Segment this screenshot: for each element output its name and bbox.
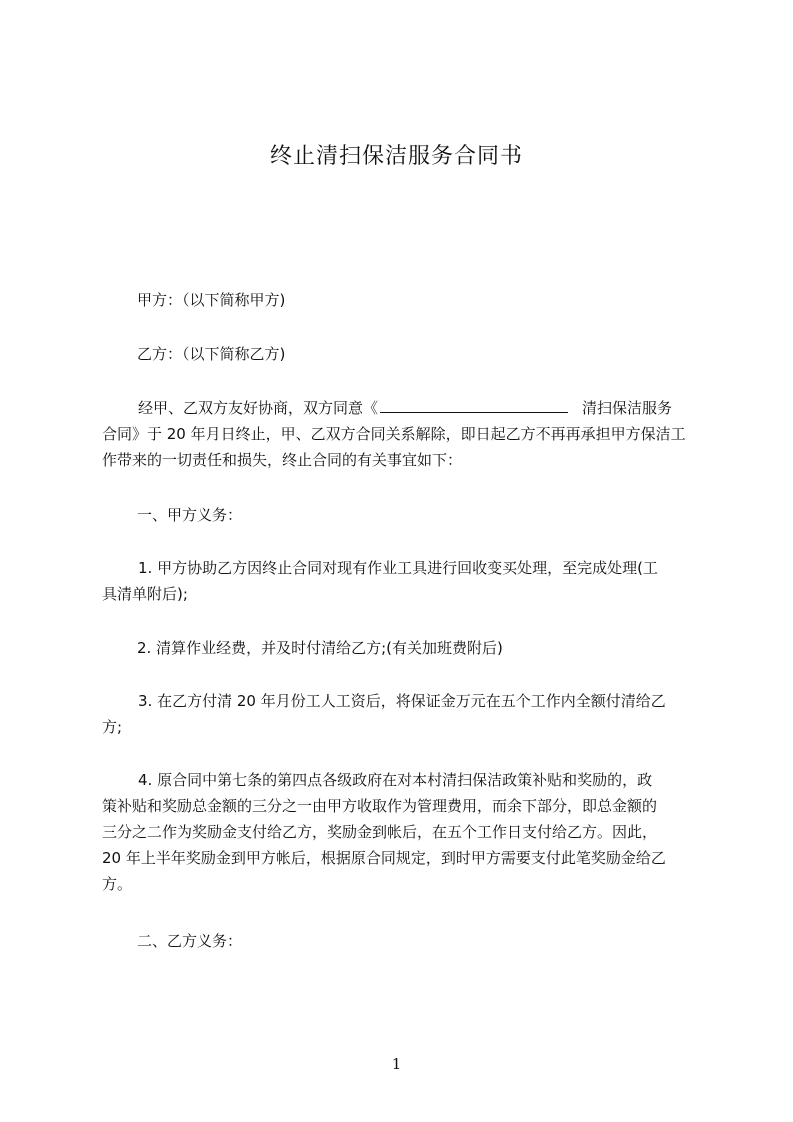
intro-line-1: 经甲、乙双方友好协商，双方同意《 清扫保洁服务 [102, 395, 702, 421]
party-b-line: 乙方：（以下简称乙方) [137, 345, 286, 363]
item-4-line-3: 三分之二作为奖励金支付给乙方，奖励金到帐后，在五个工作日支付给乙方。因此， [102, 823, 658, 841]
item-4-line-4: 20 年上半年奖励金到甲方帐后，根据原合同规定，到时甲方需要支付此笔奖励金给乙 [102, 849, 666, 867]
item-2-line-1: 2. 清算作业经费，并及时付清给乙方;(有关加班费附后) [137, 639, 503, 657]
item-4-line-1: 4. 原合同中第七条的第四点各级政府在对本村清扫保洁政策补贴和奖励的，政 [138, 771, 653, 789]
party-a-line: 甲方：（以下简称甲方) [137, 291, 286, 309]
contract-name-blank [380, 396, 568, 413]
item-3-line-2: 方; [102, 718, 123, 736]
intro-paragraph [102, 395, 702, 473]
item-1-paragraph [102, 555, 702, 607]
item-4-line-5: 方。 [102, 875, 133, 893]
item-4-line-2: 策补贴和奖励总金额的三分之一由甲方收取作为管理费用，而余下部分，即总金额的 [102, 797, 658, 815]
item-1-line-1: 1. 甲方协助乙方因终止合同对现有作业工具进行回收变买处理，至完成处理(工 [138, 559, 658, 577]
section-1-heading: 一、甲方义务： [137, 506, 243, 524]
intro-line-3: 作带来的一切责任和损失，终止合同的有关事宜如下： [102, 451, 463, 469]
item-3-line-1: 3. 在乙方付清 20 年月份工人工资后，将保证金万元在五个工作内全额付清给乙 [138, 692, 666, 710]
intro-line-2: 合同》于 20 年月日终止，甲、乙双方合同关系解除，即日起乙方不再再承担甲方保洁工 [102, 425, 686, 443]
item-3-paragraph [102, 688, 702, 740]
item-4-paragraph [102, 767, 702, 897]
page-number: 1 [391, 1055, 402, 1073]
section-2-heading: 二、乙方义务： [137, 932, 243, 950]
document-title: 终止清扫保洁服务合同书 [269, 144, 523, 169]
item-1-line-2: 具清单附后); [102, 585, 188, 603]
